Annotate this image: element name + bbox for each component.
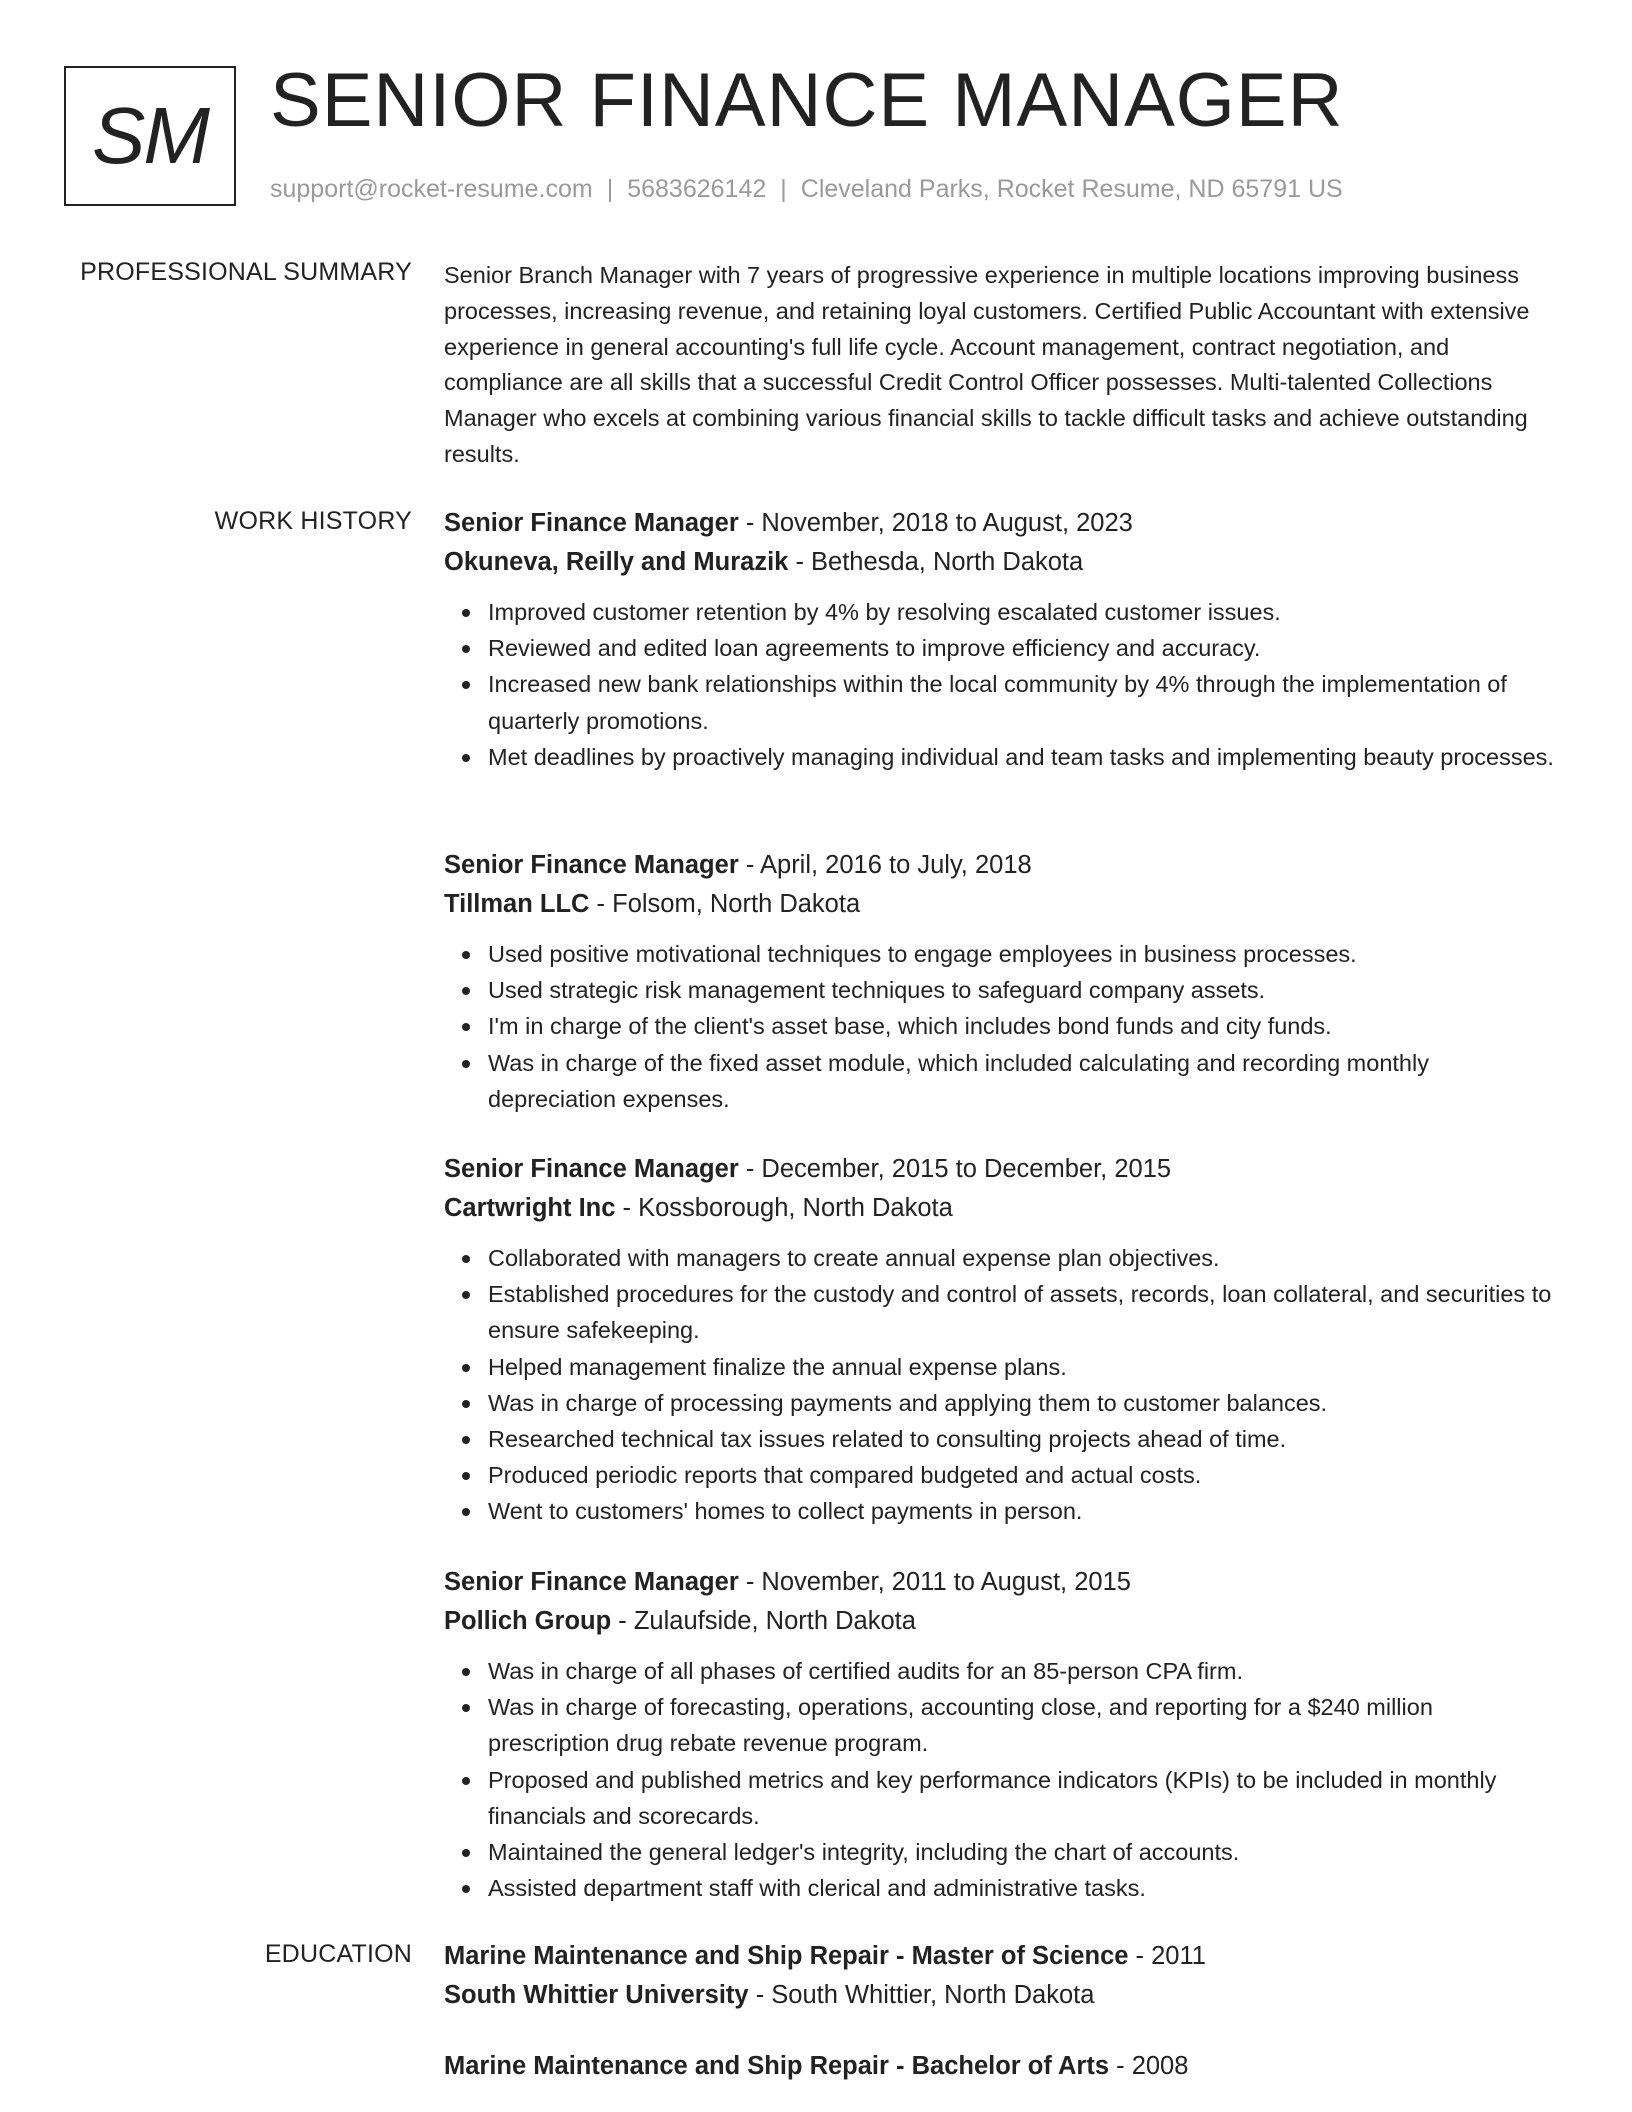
job-company-line [444,885,1556,924]
contact-address: Cleveland Parks, Rocket Resume, ND 65791 US [800,175,1343,203]
degree-year: - 2011 [1128,1942,1206,1970]
job-company: Okuneva, Reilly and Murazik [444,548,789,576]
section-label-education: EDUCATION [264,1940,412,1968]
job-dates: - December, 2015 to December, 2015 [738,1155,1172,1183]
job-entry [444,1563,1556,1906]
degree-title: Marine Maintenance and Ship Repair - Bachelor of Arts [444,2052,1110,2080]
job-bullet: Was in charge of all phases of certified audits for an 85-person CPA firm. [488,1653,1556,1689]
education-entry [444,2047,1556,2086]
job-entry [444,504,1556,775]
job-bullet: Went to customers' homes to collect payments in person. [488,1493,1556,1529]
contact-separator: | [780,175,787,203]
education-entry [444,1937,1556,2015]
monogram-logo: SM [64,66,236,206]
job-bullet: Was in charge of the fixed asset module, which included calculating and recording monthly depreciation expenses. [488,1045,1556,1117]
degree-line [444,1937,1556,1976]
job-bullet: Collaborated with managers to create annual expense plan objectives. [488,1240,1556,1276]
degree-year: - 2008 [1109,2052,1189,2080]
job-bullets [444,594,1556,775]
job-title: Senior Finance Manager [444,1155,739,1183]
job-title-line [444,504,1556,543]
contact-email[interactable]: support@rocket-resume.com [270,175,593,203]
job-location: - Folsom, North Dakota [589,890,861,918]
job-title: Senior Finance Manager [444,509,739,537]
job-bullet: Researched technical tax issues related to consulting projects ahead of time. [488,1421,1556,1457]
school-line [444,1976,1556,2015]
job-title-line [444,1563,1556,1602]
school-location: - South Whittier, North Dakota [748,1981,1095,2009]
job-title-line [444,846,1556,885]
job-location: - Bethesda, North Dakota [788,548,1084,576]
job-location: - Kossborough, North Dakota [615,1194,953,1222]
job-location: - Zulaufside, North Dakota [611,1607,916,1635]
job-bullet: Increased new bank relationships within the local community by 4% through the implementation of quarterly promotions. [488,666,1556,738]
school-name: South Whittier University [444,1981,749,2009]
section-label-work-history: WORK HISTORY [214,507,412,535]
job-dates: - November, 2011 to August, 2015 [738,1568,1131,1596]
job-entry [444,846,1556,1117]
job-bullet: Maintained the general ledger's integrity, including the chart of accounts. [488,1834,1556,1870]
resume-title: SENIOR FINANCE MANAGER [270,58,1344,143]
job-bullet: Helped management finalize the annual expense plans. [488,1349,1556,1385]
job-title: Senior Finance Manager [444,851,739,879]
summary-text: Senior Branch Manager with 7 years of progressive experience in multiple locations improving business processes, increasing revenue, and retaining loyal customers. Certified Public Accountant with extensive experience in general accounting's full life cycle. Account management, contract negotiation, and compliance are all skills that a successful Credit Control Officer possesses. Multi-talented Collections Manager who excels at combining various financial skills to tackle difficult tasks and achieve outstanding results. [444,262,1530,467]
job-entry [444,1150,1556,1530]
job-bullets [444,936,1556,1117]
job-company-line [444,1189,1556,1228]
job-company-line [444,543,1556,582]
job-bullet: Established procedures for the custody and control of assets, records, loan collateral, and securities to ensure safekeeping. [488,1276,1556,1348]
job-bullet: Was in charge of forecasting, operations, accounting close, and reporting for a $240 million prescription drug rebate revenue program. [488,1689,1556,1761]
job-bullet: Used strategic risk management techniques to safeguard company assets. [488,972,1556,1008]
job-bullet: I'm in charge of the client's asset base, which includes bond funds and city funds. [488,1008,1556,1044]
job-dates: - April, 2016 to July, 2018 [738,851,1032,879]
job-bullet: Was in charge of processing payments and applying them to customer balances. [488,1385,1556,1421]
contact-line [270,174,1343,204]
job-dates: - November, 2018 to August, 2023 [738,509,1133,537]
summary-section [444,258,1556,473]
job-company: Tillman LLC [444,890,590,918]
job-bullet: Met deadlines by proactively managing individual and team tasks and implementing beauty processes. [488,739,1556,775]
job-company-line [444,1602,1556,1641]
job-bullet: Proposed and published metrics and key performance indicators (KPIs) to be included in monthly financials and scorecards. [488,1762,1556,1834]
job-bullets [444,1653,1556,1906]
job-bullet: Produced periodic reports that compared budgeted and actual costs. [488,1457,1556,1493]
degree-title: Marine Maintenance and Ship Repair - Master of Science [444,1942,1129,1970]
degree-line [444,2047,1556,2086]
job-company: Cartwright Inc [444,1194,616,1222]
job-bullet: Reviewed and edited loan agreements to improve efficiency and accuracy. [488,630,1556,666]
job-title-line [444,1150,1556,1189]
section-label-summary: PROFESSIONAL SUMMARY [80,258,412,286]
job-bullet: Assisted department staff with clerical and administrative tasks. [488,1870,1556,1906]
job-title: Senior Finance Manager [444,1568,739,1596]
contact-separator: | [606,175,614,203]
contact-phone[interactable]: 5683626142 [627,175,767,203]
job-bullets [444,1240,1556,1530]
job-bullet: Improved customer retention by 4% by resolving escalated customer issues. [488,594,1556,630]
job-bullet: Used positive motivational techniques to engage employees in business processes. [488,936,1556,972]
job-company: Pollich Group [444,1607,612,1635]
